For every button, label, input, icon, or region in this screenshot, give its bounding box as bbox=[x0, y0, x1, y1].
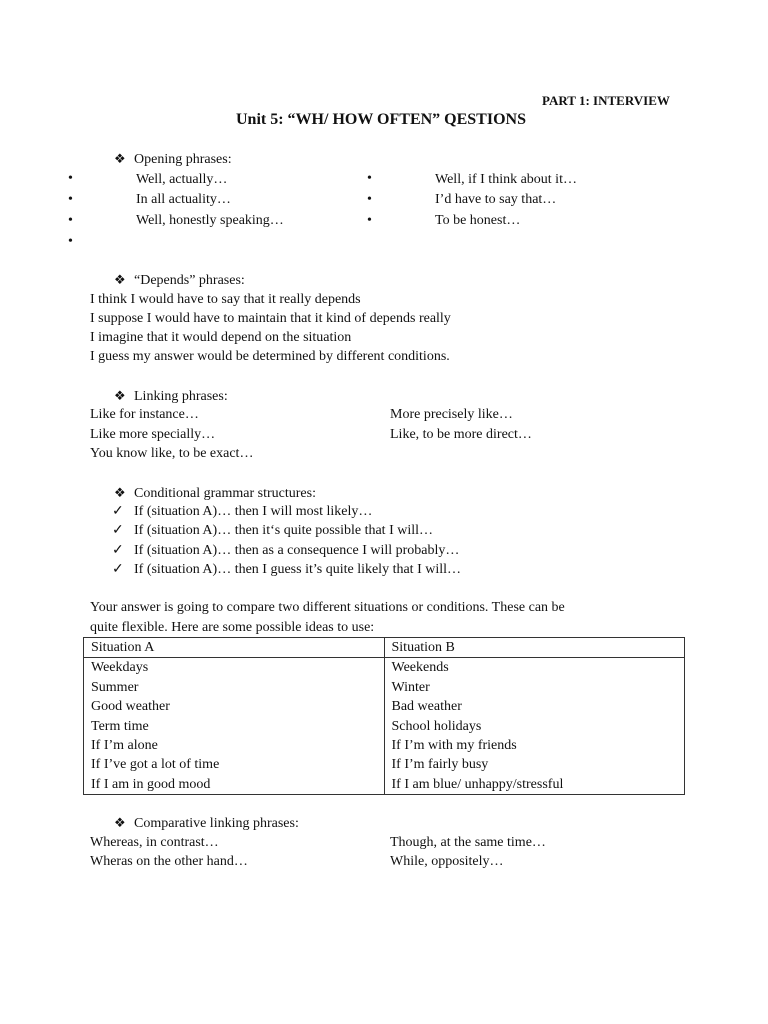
linking-phrase: Like for instance… bbox=[90, 407, 199, 422]
linking-phrase: Like more specially… bbox=[90, 427, 216, 442]
linking-phrase: Like, to be more direct… bbox=[390, 427, 532, 442]
table-row bbox=[84, 697, 685, 716]
conditional-item bbox=[112, 521, 433, 540]
table-cell: If I am blue/ unhappy/stressful bbox=[384, 775, 685, 795]
table-cell: If I’m alone bbox=[84, 736, 385, 755]
table-cell: Good weather bbox=[84, 697, 385, 716]
comparative-phrase: Though, at the same time… bbox=[390, 835, 546, 850]
table-cell: If I’ve got a lot of time bbox=[84, 755, 385, 774]
conditional-text: If (situation A)… then it‘s quite possible that I will… bbox=[134, 523, 434, 538]
linking-heading-row bbox=[114, 386, 228, 406]
conditional-text: If (situation A)… then I guess it’s quite likely that I will… bbox=[134, 562, 462, 577]
conditional-heading-row bbox=[114, 483, 316, 503]
table-cell: If I’m with my friends bbox=[384, 736, 685, 755]
diamond-bullet-icon: ❖ bbox=[114, 151, 126, 166]
comparative-phrase: Wheras on the other hand… bbox=[90, 854, 248, 869]
table-cell: If I’m fairly busy bbox=[384, 755, 685, 774]
depends-line: I imagine that it would depend on the situation bbox=[90, 330, 352, 345]
table-header-cell: Situation A bbox=[84, 638, 385, 658]
table-cell: School holidays bbox=[384, 717, 685, 736]
bullet-icon: • bbox=[367, 171, 372, 186]
linking-phrase: More precisely like… bbox=[390, 407, 513, 422]
depends-heading: “Depends” phrases: bbox=[134, 273, 245, 288]
comparative-phrase: Whereas, in contrast… bbox=[90, 835, 219, 850]
checkmark-icon: ✓ bbox=[112, 562, 124, 577]
conditional-item bbox=[112, 560, 461, 579]
table-cell: If I am in good mood bbox=[84, 775, 385, 795]
bullet-icon: • bbox=[68, 192, 73, 207]
conditional-text: If (situation A)… then I will most likely… bbox=[134, 504, 373, 519]
table-cell: Winter bbox=[384, 678, 685, 697]
checkmark-icon: ✓ bbox=[112, 543, 124, 558]
diamond-bullet-icon: ❖ bbox=[114, 388, 126, 403]
table-cell: Weekends bbox=[384, 658, 685, 678]
bullet-icon: • bbox=[68, 234, 73, 249]
linking-phrase: You know like, to be exact… bbox=[90, 446, 254, 461]
depends-line: I suppose I would have to maintain that it kind of depends really bbox=[90, 311, 451, 326]
depends-line: I think I would have to say that it really depends bbox=[90, 292, 361, 307]
bullet-icon: • bbox=[68, 171, 73, 186]
diamond-bullet-icon: ❖ bbox=[114, 485, 126, 500]
conditional-text: If (situation A)… then as a consequence I will probably… bbox=[134, 543, 460, 558]
checkmark-icon: ✓ bbox=[112, 504, 124, 519]
intro-line: quite flexible. Here are some possible ideas to use: bbox=[90, 620, 375, 635]
table-cell: Summer bbox=[84, 678, 385, 697]
checkmark-icon: ✓ bbox=[112, 523, 124, 538]
diamond-bullet-icon: ❖ bbox=[114, 272, 126, 287]
table-cell: Bad weather bbox=[384, 697, 685, 716]
part-label: PART 1: INTERVIEW bbox=[542, 93, 670, 108]
table-row bbox=[84, 755, 685, 774]
bullet-icon: • bbox=[367, 192, 372, 207]
comparative-heading: Comparative linking phrases: bbox=[134, 816, 299, 831]
diamond-bullet-icon: ❖ bbox=[114, 815, 126, 830]
bullet-icon: • bbox=[367, 213, 372, 228]
conditional-item bbox=[112, 502, 372, 521]
opening-phrase: In all actuality… bbox=[136, 192, 231, 207]
conditional-item bbox=[112, 541, 459, 560]
comparative-phrase: While, oppositely… bbox=[390, 854, 504, 869]
intro-line: Your answer is going to compare two different situations or conditions. These can be bbox=[90, 600, 565, 615]
table-cell: Term time bbox=[84, 717, 385, 736]
opening-phrase: Well, honestly speaking… bbox=[136, 213, 284, 228]
page-title: Unit 5: “WH/ HOW OFTEN” QESTIONS bbox=[236, 111, 526, 128]
opening-heading: Opening phrases: bbox=[134, 152, 232, 167]
linking-heading: Linking phrases: bbox=[134, 389, 228, 404]
conditional-heading: Conditional grammar structures: bbox=[134, 486, 316, 501]
table-row bbox=[84, 736, 685, 755]
table-row bbox=[84, 658, 685, 678]
comparative-heading-row bbox=[114, 813, 299, 833]
depends-heading-row bbox=[114, 270, 245, 290]
table-header-cell: Situation B bbox=[384, 638, 685, 658]
situations-table bbox=[83, 637, 685, 795]
opening-phrase: Well, if I think about it… bbox=[435, 172, 577, 187]
opening-heading-row bbox=[114, 149, 232, 169]
bullet-icon: • bbox=[68, 213, 73, 228]
table-row bbox=[84, 775, 685, 795]
table-cell: Weekdays bbox=[84, 658, 385, 678]
table-row bbox=[84, 678, 685, 697]
table-row bbox=[84, 717, 685, 736]
opening-phrase: To be honest… bbox=[435, 213, 521, 228]
depends-line: I guess my answer would be determined by different conditions. bbox=[90, 349, 450, 364]
table-header-row bbox=[84, 638, 685, 658]
opening-phrase: Well, actually… bbox=[136, 172, 228, 187]
opening-phrase: I’d have to say that… bbox=[435, 192, 557, 207]
